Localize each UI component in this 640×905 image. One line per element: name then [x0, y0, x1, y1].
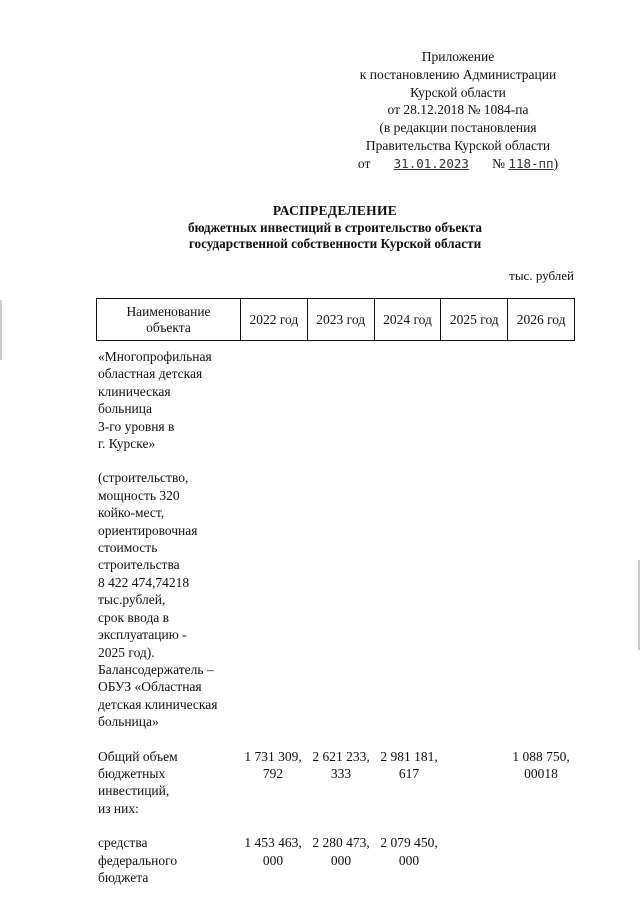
appendix-line: к постановлению Администрации: [359, 66, 557, 82]
value-line: 1 088 750,: [512, 748, 570, 764]
federal-2022-value: [239, 834, 307, 869]
text-line: федерального: [98, 852, 178, 868]
object-name: [98, 348, 233, 452]
federal-2024-value: [375, 834, 443, 869]
federal-2023-value: [307, 834, 375, 869]
handwritten-number: 118-пп: [508, 155, 554, 171]
total-investment-row: [98, 748, 576, 818]
total-2024-value: [375, 748, 443, 783]
total-2022-value: [239, 748, 307, 783]
text-line: ОБУЗ «Областная: [98, 679, 202, 695]
text-line: мощность 320: [98, 487, 180, 503]
text-line: средства: [98, 835, 148, 851]
value-line: 2 621 233,: [312, 748, 370, 764]
header-object-name: [97, 299, 241, 341]
text-line: стоимость: [98, 540, 158, 556]
text-line: больница: [98, 401, 152, 417]
object-details-row: [98, 469, 576, 730]
header-text: объекта: [146, 319, 191, 335]
value-line: 1 731 309,: [244, 748, 302, 764]
header-year: 2022 год: [241, 299, 308, 341]
object-row: [98, 348, 576, 452]
value-line: 2 981 181,: [380, 748, 438, 764]
text-line: 8 422 474,74218: [98, 574, 190, 590]
header-year: 2025 год: [441, 299, 508, 341]
total-2023-value: [307, 748, 375, 783]
value-line: 2 079 450,: [380, 835, 438, 851]
title-line: бюджетных инвестиций в строительство объекта: [187, 219, 483, 235]
total-2026-value: [503, 748, 579, 783]
text-line: тыс.рублей,: [98, 592, 166, 608]
table-body: [98, 348, 576, 886]
value-line: 00018: [524, 765, 558, 781]
text-line: областная детская: [98, 366, 203, 382]
closing-paren: ): [553, 155, 559, 171]
value-line: 617: [398, 765, 420, 781]
text-line: больница»: [98, 714, 159, 730]
value-line: 2 280 473,: [312, 835, 370, 851]
federal-label: [98, 834, 233, 886]
text-line: из них:: [98, 800, 139, 816]
text-line: Балансодержатель –: [98, 661, 214, 677]
text-line: г. Курске»: [98, 436, 156, 452]
date-prefix: от: [357, 155, 371, 171]
header-year: 2023 год: [307, 299, 374, 341]
units-label: тыс. рублей: [509, 268, 574, 283]
scan-edge-mark: [0, 300, 2, 360]
appendix-block: [330, 48, 586, 173]
value-line: 792: [262, 765, 284, 781]
resolution-number-line: [330, 155, 586, 173]
title-line: государственной собственности Курской области: [188, 236, 482, 251]
handwritten-date: 31.01.2023: [393, 155, 469, 171]
appendix-line: Приложение: [421, 49, 495, 64]
text-line: инвестиций,: [98, 783, 170, 799]
text-line: эксплуатацию -: [98, 627, 187, 643]
object-details: [98, 469, 233, 730]
text-line: срок ввода в: [98, 609, 170, 625]
value-line: 000: [330, 852, 352, 868]
value-line: 000: [262, 852, 284, 868]
text-line: Общий объем: [98, 748, 178, 764]
text-line: ориентировочная: [98, 522, 198, 538]
appendix-line: (в редакции постановления: [379, 120, 537, 136]
header-text: Наименование: [126, 303, 211, 319]
header-year: 2024 год: [374, 299, 441, 341]
document-title: [150, 203, 520, 253]
text-line: бюджетных: [98, 765, 166, 781]
text-line: строительства: [98, 557, 180, 573]
value-line: 333: [330, 765, 352, 781]
text-line: койко-мест,: [98, 505, 165, 521]
text-line: бюджета: [98, 869, 149, 885]
title-main: РАСПРЕДЕЛЕНИЕ: [272, 203, 398, 218]
text-line: 3-го уровня в: [98, 418, 175, 434]
value-line: 000: [398, 852, 420, 868]
text-line: детская клиническая: [98, 696, 218, 712]
appendix-line: Правительства Курской области: [365, 137, 551, 153]
text-line: (строительство,: [98, 470, 189, 486]
value-line: 1 453 463,: [244, 835, 302, 851]
text-line: клиническая: [98, 383, 171, 399]
table-header: [96, 298, 575, 341]
appendix-line: Курской области: [410, 84, 506, 100]
number-label: №: [492, 155, 506, 171]
appendix-line: от 28.12.2018 № 1084-па: [387, 102, 529, 118]
header-year: 2026 год: [508, 299, 575, 341]
text-line: 2025 год).: [98, 644, 155, 660]
total-label: [98, 748, 233, 818]
federal-budget-row: [98, 834, 576, 886]
text-line: «Многопрофильная: [98, 349, 212, 364]
